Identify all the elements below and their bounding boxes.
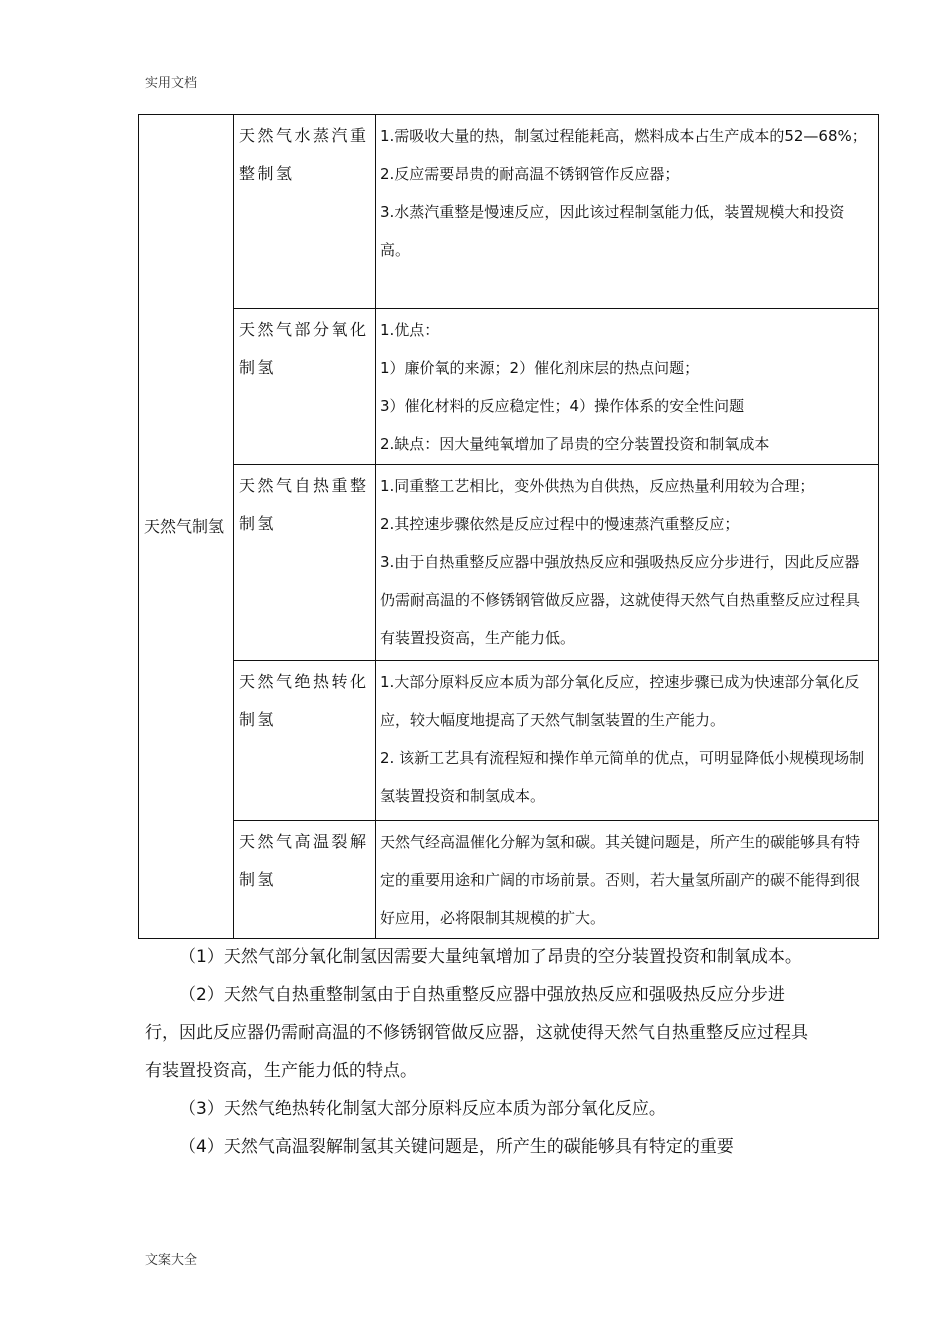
- detail-line: 3.由于自热重整反应器中强放热反应和强吸热反应分步进行，因此反应器仍需耐高温的不修锈钢管做反应器，这就使得天然气自热重整反应过程具有装置投资高，生产能力低。: [380, 553, 861, 647]
- body-text: [145, 938, 810, 1166]
- detail-line: 2. 该新工艺具有流程短和操作单元简单的优点，可明显降低小规模现场制氢装置投资和制氢成本。: [380, 749, 865, 805]
- detail-cell: [376, 465, 879, 661]
- paragraph: （2）天然气自热重整制氢由于自热重整反应器中强放热反应和强吸热反应分步进行，因此反应器仍需耐高温的不修锈钢管做反应器，这就使得天然气自热重整反应过程具有装置投资高，生产能力低的特点。: [145, 985, 808, 1081]
- detail-line: 天然气经高温催化分解为氢和碳。其关键问题是，所产生的碳能够具有特定的重要用途和广阔的市场前景。否则，若大量氢所副产的碳不能得到很好应用，必将限制其规模的扩大。: [380, 833, 861, 927]
- page-header: 实用文档: [145, 76, 198, 91]
- detail-cell: [376, 661, 879, 821]
- detail-cell: [376, 115, 879, 309]
- method-cell: 天然气绝热转化制氢: [234, 661, 376, 821]
- method-cell: 天然气部分氧化制氢: [234, 309, 376, 465]
- paragraph: （4）天然气高温裂解制氢其关键问题是，所产生的碳能够具有特定的重要: [179, 1137, 734, 1157]
- table-row: [139, 661, 879, 821]
- detail-line: 2.其控速步骤依然是反应过程中的慢速蒸汽重整反应；: [380, 515, 740, 533]
- detail-cell: [376, 309, 879, 465]
- detail-line: 3）催化材料的反应稳定性；4）操作体系的安全性问题: [380, 397, 745, 415]
- paragraph: （3）天然气绝热转化制氢大部分原料反应本质为部分氧化反应。: [179, 1099, 666, 1119]
- hydrogen-methods-table: [138, 114, 879, 939]
- detail-line: 1）廉价氧的来源；2）催化剂床层的热点问题；: [380, 359, 700, 377]
- detail-line: 2.反应需要昂贵的耐高温不锈钢管作反应器；: [380, 165, 680, 183]
- table-row: [139, 115, 879, 309]
- method-cell: 天然气水蒸汽重整制氢: [234, 115, 376, 309]
- detail-line: 2.缺点：因大量纯氧增加了昂贵的空分装置投资和制氧成本: [380, 435, 770, 453]
- paragraph: （1）天然气部分氧化制氢因需要大量纯氧增加了昂贵的空分装置投资和制氧成本。: [179, 947, 802, 967]
- table-row: [139, 821, 879, 939]
- detail-line: 1.需吸收大量的热，制氢过程能耗高，燃料成本占生产成本的52—68%；: [380, 127, 867, 145]
- category-cell: 天然气制氢: [139, 115, 234, 939]
- method-cell: 天然气高温裂解制氢: [234, 821, 376, 939]
- table-row: [139, 465, 879, 661]
- detail-line: 1.大部分原料反应本质为部分氧化反应，控速步骤已成为快速部分氧化反应，较大幅度地提高了天然气制氢装置的生产能力。: [380, 673, 860, 729]
- method-cell: 天然气自热重整制氢: [234, 465, 376, 661]
- detail-line: 1.同重整工艺相比，变外供热为自供热，反应热量利用较为合理；: [380, 477, 815, 495]
- page-footer: 文案大全: [145, 1253, 198, 1268]
- detail-line: 1.优点：: [380, 321, 440, 339]
- detail-cell: [376, 821, 879, 939]
- table-row: [139, 309, 879, 465]
- detail-line: 3.水蒸汽重整是慢速反应，因此该过程制氢能力低，装置规模大和投资高。: [380, 203, 845, 259]
